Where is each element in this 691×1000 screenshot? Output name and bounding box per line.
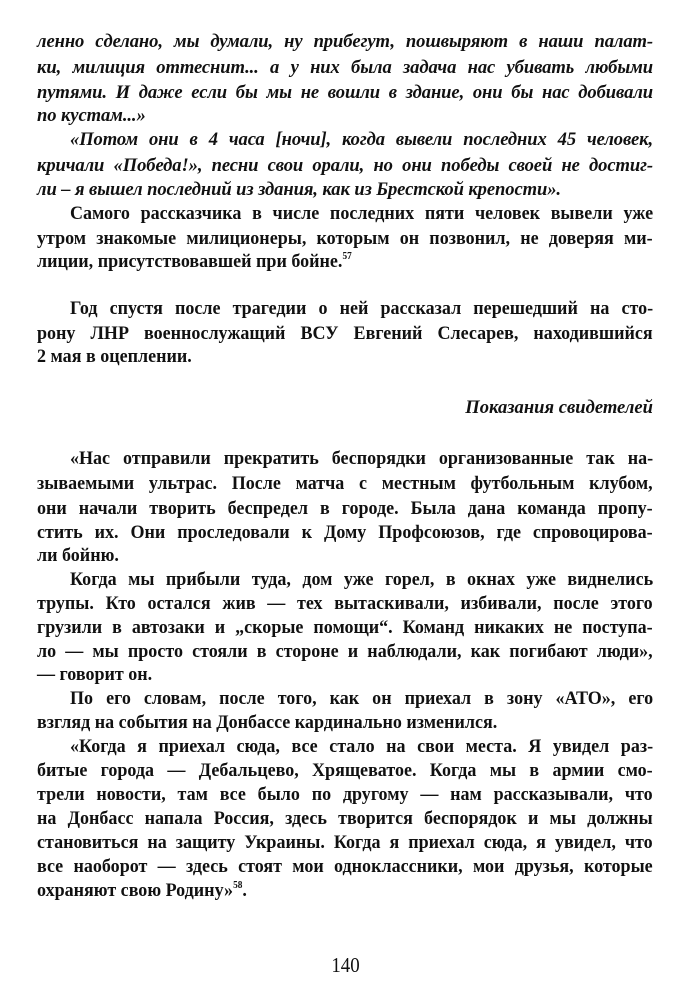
text-line: ли – я вышел последний из здания, как из Брестской крепости».: [37, 179, 561, 200]
text-line: утром знакомые милиционеры, которым он позвонил, не доверяя ми-: [37, 228, 653, 249]
text-line: ло — мы просто стояли в стороне и наблюдали, как погибают люди»,: [37, 641, 653, 662]
text-line: [37, 879, 653, 903]
text-line: «Потом они в 4 часа [ночи], когда вывели последних 45 человек,: [70, 129, 653, 150]
text-span: .: [242, 880, 247, 901]
text-line: кричали «Победа!», песни свои орали, но они победы своей не достиг-: [37, 155, 653, 176]
text-span: лиции, присутствовавшей при бойне.: [37, 251, 343, 272]
text-line: становиться на защиту Украины. Когда я приехал сюда, я увидел, что: [37, 832, 653, 853]
text-line: битые города — Дебальцево, Хрящеватое. Когда мы в армии смо-: [37, 760, 653, 781]
text-line: зываемыми ультрас. После матча с местным футбольным клубом,: [37, 473, 653, 494]
text-line: взгляд на события на Донбассе кардинально изменился.: [37, 712, 498, 733]
text-line: на Донбасс напала Россия, здесь творится беспорядок и мы должны: [37, 808, 653, 829]
text-line: все наоборот — здесь стоят мои одноклассники, мои друзья, которые: [37, 856, 653, 877]
text-line: ки, милиция оттеснит... а у них была задача нас убивать любыми: [37, 57, 653, 78]
text-line: ли бойню.: [37, 545, 119, 566]
text-line: Когда мы прибыли туда, дом уже горел, в окнах уже виднелись: [70, 569, 654, 590]
text-line: По его словам, после того, как он приехал в зону «АТО», его: [70, 688, 654, 709]
text-line: трупы. Кто остался жив — тех вытаскивали, избивали, после этого: [37, 593, 653, 614]
text-line: по кустам...»: [37, 105, 146, 126]
text-line: они начали творить беспредел в городе. Была дана команда пропу-: [37, 498, 653, 519]
page-number: 140: [331, 953, 360, 977]
text-line: «Нас отправили прекратить беспорядки организованные так на-: [70, 448, 654, 469]
text-line: грузили в автозаки и „скорые помощи“. Команд никаких не поступа-: [37, 617, 653, 638]
text-line: «Когда я приехал сюда, все стало на свои места. Я увидел раз-: [70, 736, 654, 757]
text-line: трели новости, там все было по другому — нам рассказывали, что: [37, 784, 653, 805]
text-line: ленно сделано, мы думали, ну прибегут, пошвыряют в наши палат-: [37, 31, 653, 52]
text-line: 2 мая в оцеплении.: [37, 346, 192, 367]
text-line: Год спустя после трагедии о ней рассказал перешедший на сто-: [70, 298, 654, 319]
section-heading: Показания свидетелей: [465, 397, 653, 418]
footnote-ref[interactable]: 57: [342, 251, 352, 262]
text-line: путями. И даже если бы мы не вошли в здание, они бы нас добивали: [37, 82, 653, 103]
text-line: — говорит он.: [37, 664, 153, 685]
text-line: [37, 250, 653, 274]
footnote-ref[interactable]: 58: [233, 880, 243, 891]
text-line: Самого рассказчика в числе последних пяти человек вывели уже: [70, 203, 654, 224]
text-line: стить их. Они проследовали к Дому Профсоюзов, где спровоцирова-: [37, 522, 653, 543]
text-line: рону ЛНР военнослужащий ВСУ Евгений Слесарев, находившийся: [37, 323, 653, 344]
text-span: охраняют свою Родину»: [37, 880, 234, 901]
